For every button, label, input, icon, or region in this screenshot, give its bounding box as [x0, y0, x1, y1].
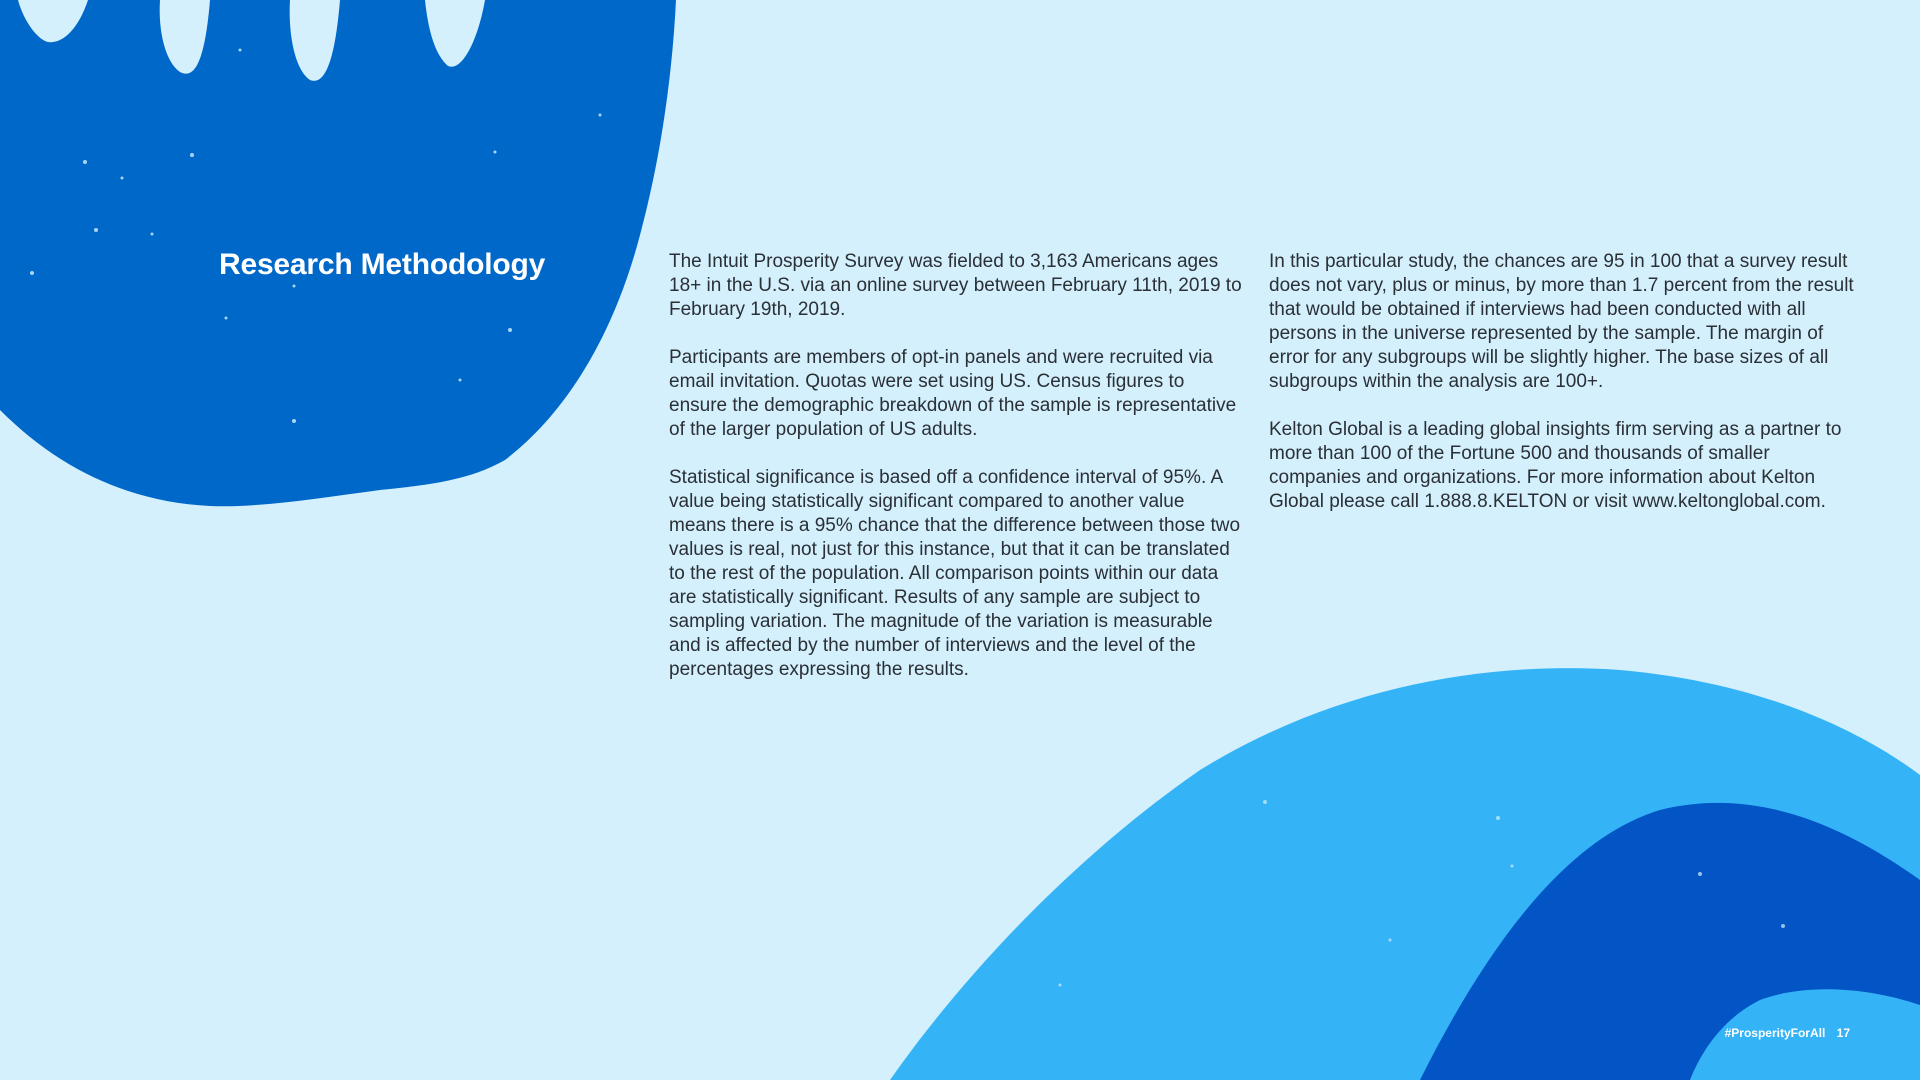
- speck: [30, 271, 34, 275]
- speck: [1389, 939, 1392, 942]
- speck: [225, 317, 228, 320]
- speck: [83, 160, 87, 164]
- speck: [190, 153, 194, 157]
- paragraph-kelton-global: Kelton Global is a leading global insights firm serving as a partner to more than 100 of the Fortune 500 and thousands of smaller companies and organizations. For more information about Kelton Global please call 1.888.8.KELTON or visit www.keltonglobal.com.: [1269, 419, 1842, 512]
- speck: [1698, 872, 1702, 876]
- paragraph-participants: Participants are members of opt-in panels and were recruited via email invitation. Quotas were set using US. Census figures to ensure the demographic breakdown of the sample is representative of the larger population of US adults.: [669, 347, 1237, 440]
- paragraph-margin-of-error: In this particular study, the chances are 95 in 100 that a survey result does not vary, plus or minus, by more than 1.7 percent from the result that would be obtained if interviews had been conducted with all persons in the universe represented by the sample. The margin of error for any subgroups will be slightly higher. The base sizes of all subgroups within the analysis are 100+.: [1269, 251, 1854, 392]
- page-footer: [1725, 1026, 1850, 1040]
- methodology-right-column: [1269, 250, 1859, 538]
- speck: [599, 114, 602, 117]
- speck: [1781, 924, 1785, 928]
- footer-hashtag: #ProsperityForAll: [1724, 1026, 1826, 1040]
- speck: [494, 151, 497, 154]
- speck: [508, 328, 512, 332]
- paragraph-survey-overview: The Intuit Prosperity Survey was fielded to 3,163 Americans ages 18+ in the U.S. via an online survey between February 11th, 2019 to February 19th, 2019.: [669, 251, 1242, 320]
- speck: [459, 379, 462, 382]
- speck: [1263, 800, 1267, 804]
- speck: [94, 228, 98, 232]
- speck: [293, 285, 296, 288]
- speck: [292, 419, 296, 423]
- page-title: Research Methodology: [219, 248, 546, 281]
- speck: [1496, 816, 1500, 820]
- speck: [239, 49, 242, 52]
- methodology-left-column: [669, 250, 1244, 706]
- speck: [121, 177, 124, 180]
- speck: [151, 233, 154, 236]
- page-number: 17: [1836, 1026, 1850, 1040]
- paragraph-statistical-significance: Statistical significance is based off a confidence interval of 95%. A value being statistically significant compared to another value means there is a 95% chance that the difference between those two values is real, not just for this instance, but that it can be translated to the rest of the population. All comparison points within our data are statistically significant. Results of any sample are subject to sampling variation. The magnitude of the variation is measurable and is affected by the number of interviews and the level of the percentages expressing the results.: [669, 467, 1241, 680]
- speck: [1511, 865, 1514, 868]
- speck: [1059, 984, 1062, 987]
